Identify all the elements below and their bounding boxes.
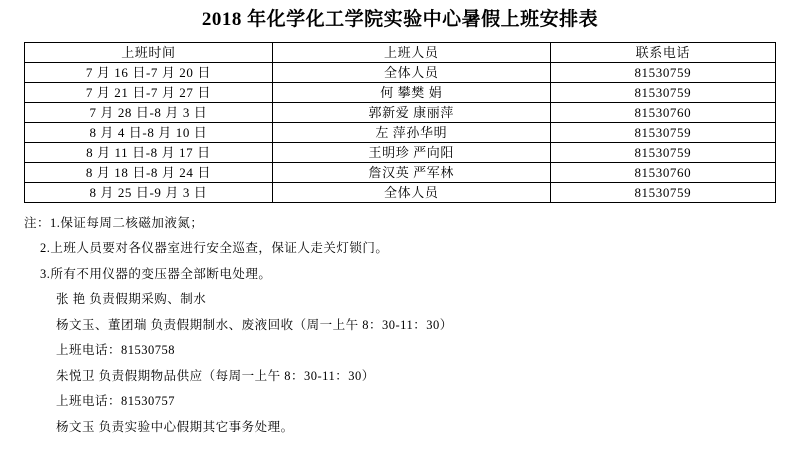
table-row [25, 182, 776, 202]
cell-time: 8 月 18 日-8 月 24 日 [25, 162, 273, 182]
cell-time: 8 月 25 日-9 月 3 日 [25, 182, 273, 202]
note-line: 3.所有不用仪器的变压器全部断电处理。 [40, 266, 272, 281]
cell-time: 7 月 28 日-8 月 3 日 [25, 102, 273, 122]
column-header-phone: 联系电话 [550, 42, 775, 62]
cell-time: 7 月 16 日-7 月 20 日 [25, 62, 273, 82]
cell-time: 8 月 4 日-8 月 10 日 [25, 122, 273, 142]
cell-staff: 王明珍 严向阳 [272, 142, 550, 162]
note-line: 注：1.保证每周二核磁加液氮； [24, 215, 204, 230]
cell-phone: 81530759 [550, 82, 775, 102]
column-header-staff: 上班人员 [272, 42, 550, 62]
cell-phone: 81530759 [550, 62, 775, 82]
cell-staff: 何 攀樊 娟 [272, 82, 550, 102]
note-line: 上班电话：81530758 [56, 343, 176, 358]
cell-staff: 全体人员 [272, 182, 550, 202]
cell-staff: 全体人员 [272, 62, 550, 82]
document-page [0, 8, 800, 462]
cell-phone: 81530760 [550, 102, 775, 122]
cell-staff: 詹汉英 严军林 [272, 162, 550, 182]
note-line: 上班电话：81530757 [56, 394, 176, 409]
table-row [25, 102, 776, 122]
page-title: 2018 年化学化工学院实验中心暑假上班安排表 [201, 9, 599, 30]
cell-phone: 81530760 [550, 162, 775, 182]
table-row [25, 62, 776, 82]
cell-phone: 81530759 [550, 182, 775, 202]
schedule-table [24, 42, 776, 203]
note-line: 杨文玉、董团瑞 负责假期制水、废液回收（周一上午 8：30-11：30） [56, 317, 453, 332]
note-line: 张 艳 负责假期采购、制水 [56, 292, 207, 307]
table-header-row [25, 42, 776, 62]
cell-time: 7 月 21 日-7 月 27 日 [25, 82, 273, 102]
cell-staff: 郭新爱 康丽萍 [272, 102, 550, 122]
cell-time: 8 月 11 日-8 月 17 日 [25, 142, 273, 162]
note-line: 2.上班人员要对各仪器室进行安全巡查，保证人走关灯锁门。 [40, 241, 389, 256]
cell-phone: 81530759 [550, 142, 775, 162]
column-header-time: 上班时间 [25, 42, 273, 62]
cell-staff: 左 萍孙华明 [272, 122, 550, 142]
table-row [25, 142, 776, 162]
notes-section [24, 217, 776, 434]
note-line: 杨文玉 负责实验中心假期其它事务处理。 [56, 419, 294, 434]
table-row [25, 162, 776, 182]
note-line: 朱悦卫 负责假期物品供应（每周一上午 8：30-11：30） [56, 368, 375, 383]
cell-phone: 81530759 [550, 122, 775, 142]
table-row [25, 122, 776, 142]
table-row [25, 82, 776, 102]
